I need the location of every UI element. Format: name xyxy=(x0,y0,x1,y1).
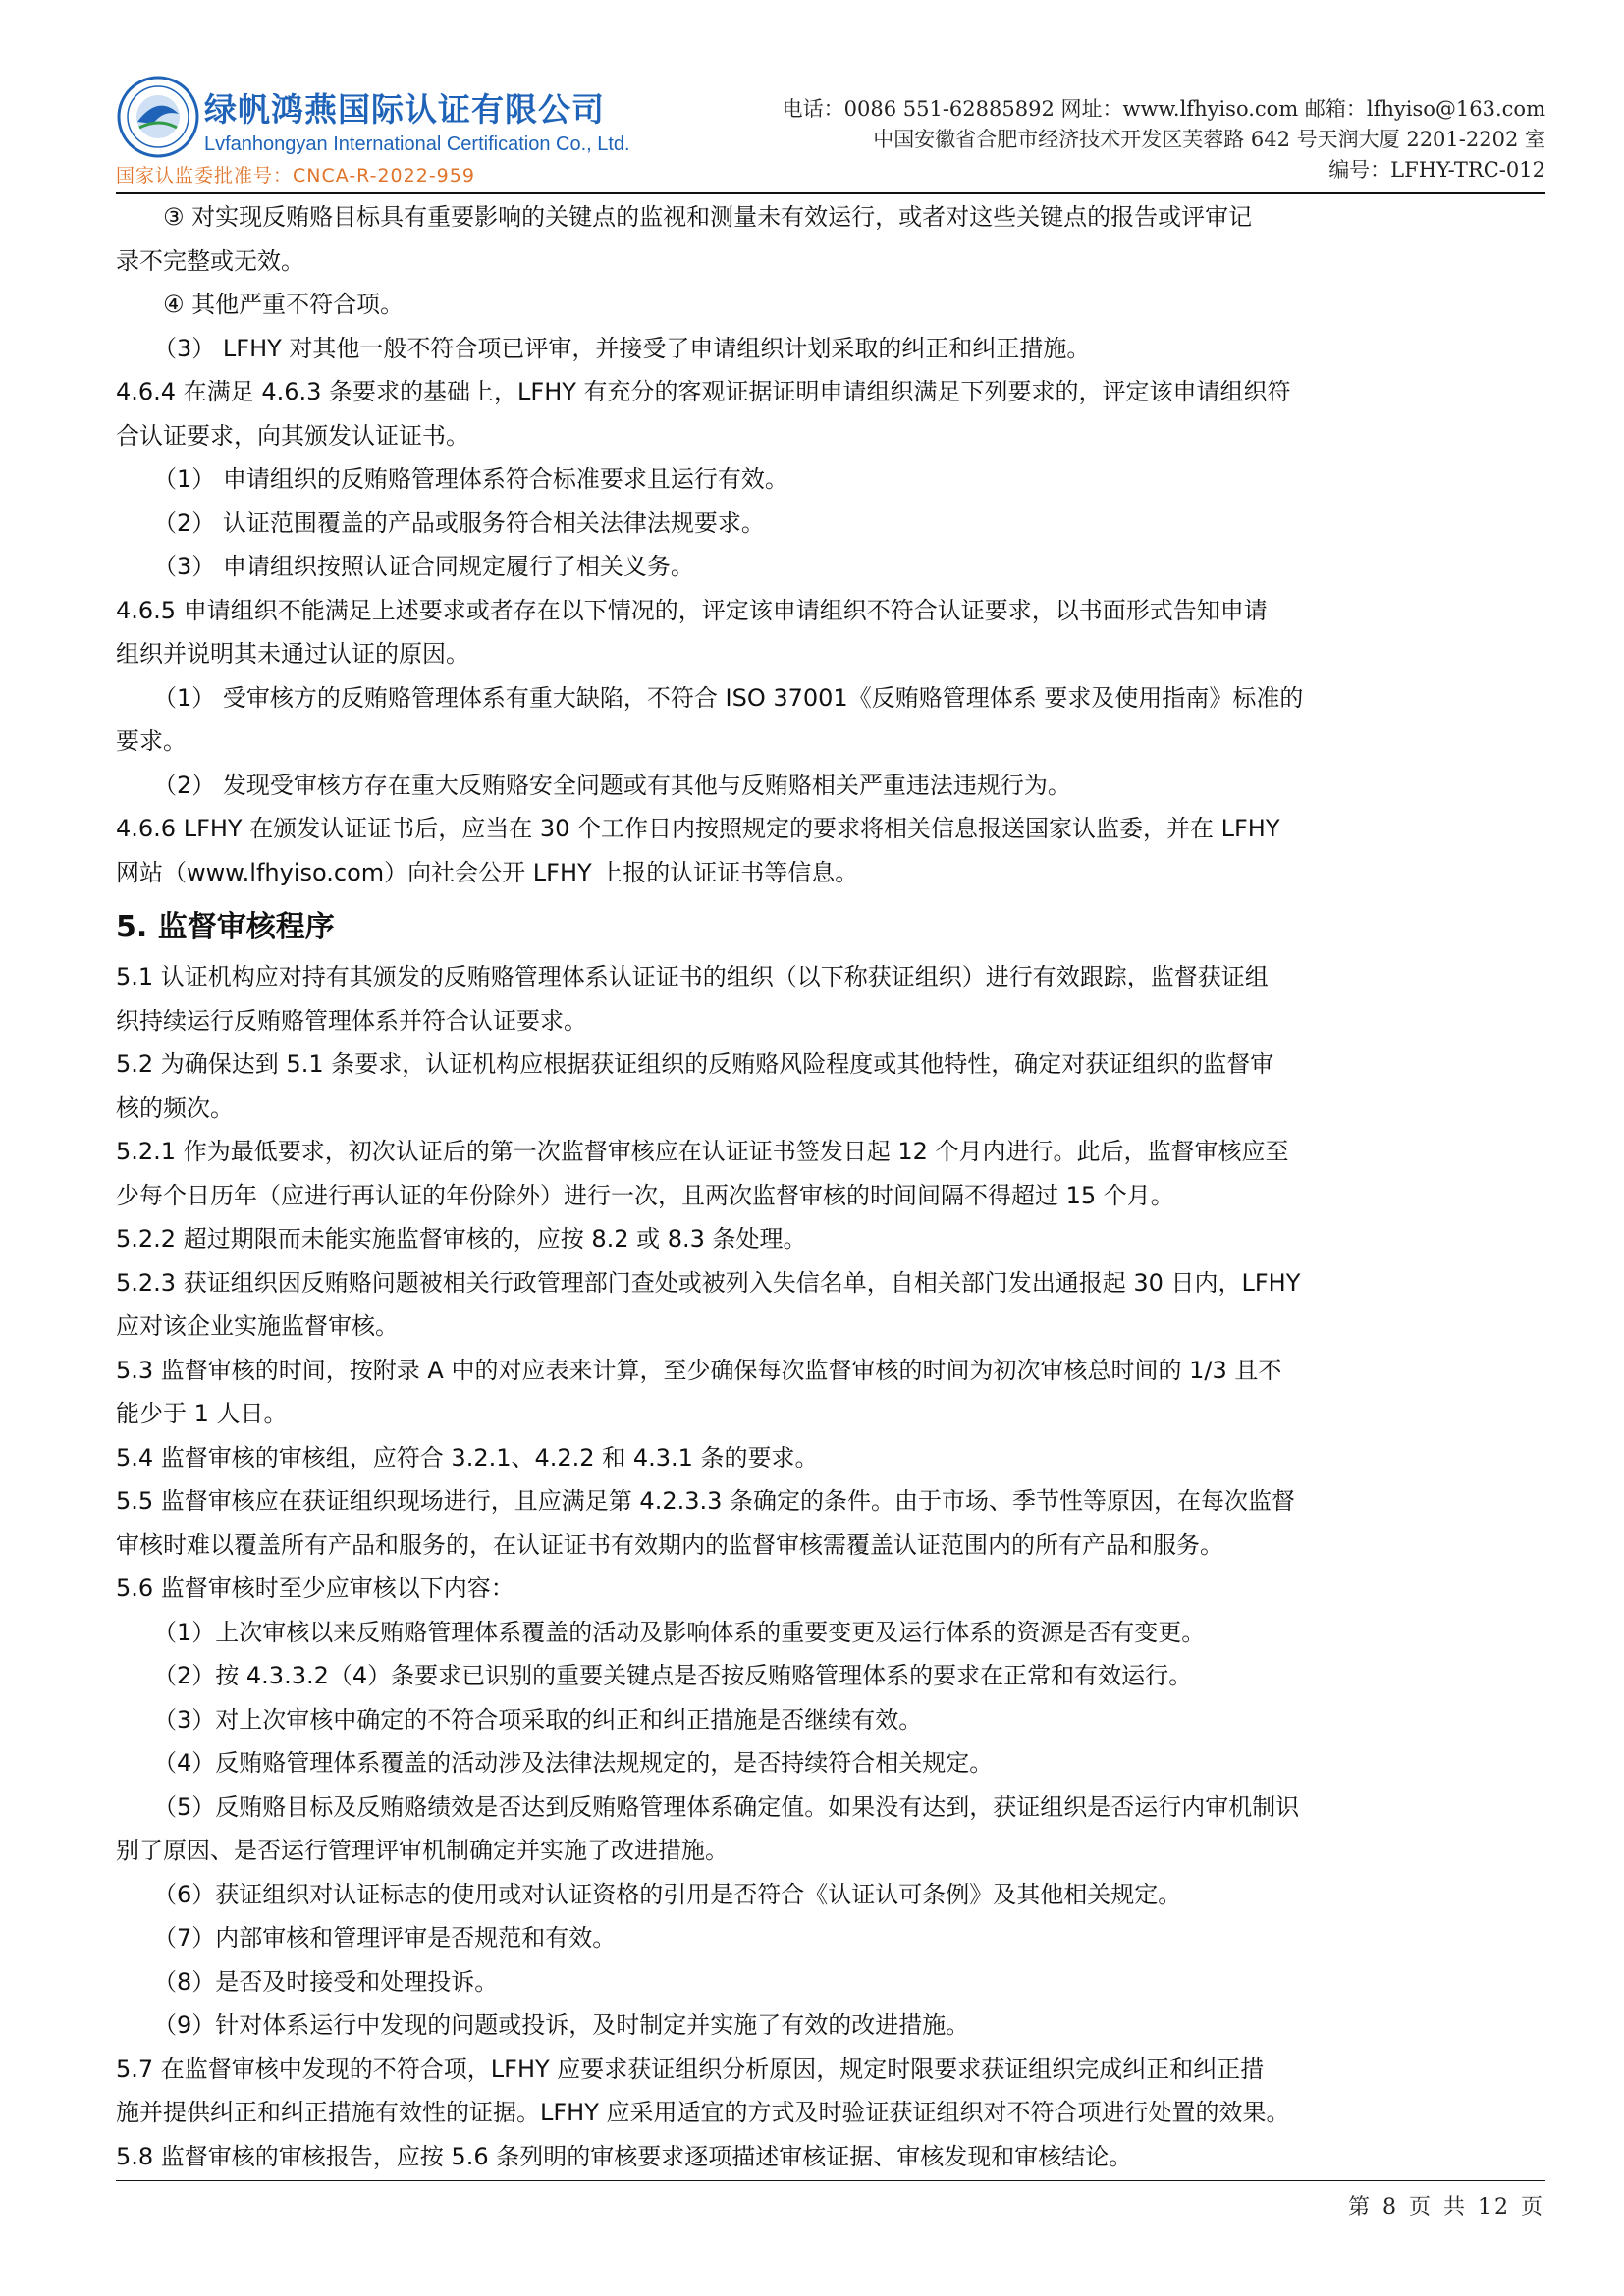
paragraph-line: 5.2.2 超过期限而未能实施监督审核的，应按 8.2 或 8.3 条处理。 xyxy=(116,1225,807,1253)
footer-divider xyxy=(116,2180,1545,2181)
paragraph-line: 4.6.5 申请组织不能满足上述要求或者存在以下情况的，评定该申请组织不符合认证要求，以书面形式告知申请 xyxy=(116,596,1268,624)
paragraph-line: 5.2.1 作为最低要求，初次认证后的第一次监督审核应在认证证书签发日起 12 个月内进行。此后，监督审核应至 xyxy=(116,1138,1289,1165)
paragraph-line: 5.3 监督审核的时间，按附录 A 中的对应表来计算，至少确保每次监督审核的时间为初次审核总时间的 1/3 且不 xyxy=(116,1356,1282,1384)
paragraph-line: （3） 申请组织按照认证合同规定履行了相关义务。 xyxy=(153,553,694,580)
paragraph-line: 5.1 认证机构应对持有其颁发的反贿赂管理体系认证证书的组织（以下称获证组织）进行有效跟踪，监督获证组 xyxy=(116,963,1269,990)
paragraph-line: （3） LFHY 对其他一般不符合项已评审，并接受了申请组织计划采取的纠正和纠正措施。 xyxy=(153,334,1091,362)
paragraph-line: （3）对上次审核中确定的不符合项采取的纠正和纠正措施是否继续有效。 xyxy=(153,1705,923,1734)
paragraph-line: 组织并说明其未通过认证的原因。 xyxy=(116,640,469,667)
approval-number: 国家认监委批准号：CNCA-R-2022-959 xyxy=(116,165,475,187)
paragraph-line: 4.6.4 在满足 4.6.3 条要求的基础上，LFHY 有充分的客观证据证明申请组织满足下列要求的，评定该申请组织符 xyxy=(116,378,1291,405)
paragraph-line: （1） 受审核方的反贿赂管理体系有重大缺陷，不符合 ISO 37001《反贿赂管理体系 要求及使用指南》标准的 xyxy=(153,683,1304,712)
paragraph-line: 5.4 监督审核的审核组，应符合 3.2.1、4.2.2 和 4.3.1 条的要求。 xyxy=(116,1443,819,1471)
contact-line-address: 中国安徽省合肥市经济技术开发区芙蓉路 642 号天润大厦 2201-2202 室 xyxy=(873,128,1545,151)
paragraph-line: 合认证要求，向其颁发认证证书。 xyxy=(116,421,469,450)
paragraph-line: （5）反贿赂目标及反贿赂绩效是否达到反贿赂管理体系确定值。如果没有达到，获证组织是否运行内审机制识 xyxy=(153,1792,1300,1821)
paragraph-line: 少每个日历年（应进行再认证的年份除外）进行一次，且两次监督审核的时间间隔不得超过 15 个月。 xyxy=(116,1181,1174,1209)
paragraph-line: （8）是否及时接受和处理投诉。 xyxy=(153,1967,499,1996)
document-body xyxy=(116,195,1545,2178)
paragraph-line: （6）获证组织对认证标志的使用或对认证资格的引用是否符合《认证认可条例》及其他相关规定。 xyxy=(153,1880,1182,1908)
paragraph-line: 5.2.3 获证组织因反贿赂问题被相关行政管理部门查处或被列入失信名单，自相关部门发出通报起 30 日内，LFHY xyxy=(116,1268,1301,1297)
paragraph-line: 审核时难以覆盖所有产品和服务的，在认证证书有效期内的监督审核需覆盖认证范围内的所有产品和服务。 xyxy=(116,1530,1223,1559)
paragraph-line: 5.2 为确保达到 5.1 条要求，认证机构应根据获证组织的反贿赂风险程度或其他特性，确定对获证组织的监督审 xyxy=(116,1050,1274,1078)
paragraph-line: 4.6.6 LFHY 在颁发认证证书后，应当在 30 个工作日内按照规定的要求将相关信息报送国家认监委，并在 LFHY xyxy=(116,815,1280,842)
page-number: 第 8 页 共 12 页 xyxy=(1348,2195,1545,2219)
paragraph-line: （2）按 4.3.3.2（4）条要求已识别的重要关键点是否按反贿赂管理体系的要求在正常和有效运行。 xyxy=(153,1662,1193,1689)
paragraph-line: 别了原因、是否运行管理评审机制确定并实施了改进措施。 xyxy=(116,1837,729,1864)
paragraph-line: （4）反贿赂管理体系覆盖的活动涉及法律法规规定的，是否持续符合相关规定。 xyxy=(153,1749,994,1777)
company-logo-icon xyxy=(116,75,200,159)
paragraph-line: 录不完整或无效。 xyxy=(116,246,304,275)
paragraph-line: 施并提供纠正和纠正措施有效性的证据。LFHY 应采用适宜的方式及时验证获证组织对不符合项进行处置的效果。 xyxy=(116,2099,1290,2126)
paragraph-line: 织持续运行反贿赂管理体系并符合认证要求。 xyxy=(116,1006,587,1035)
document-code: 编号：LFHY-TRC-012 xyxy=(1328,158,1545,182)
header-divider xyxy=(116,192,1545,194)
page-header xyxy=(116,65,1545,187)
section-heading: 5. 监督审核程序 xyxy=(116,910,335,944)
paragraph-line: （2） 认证范围覆盖的产品或服务符合相关法律法规要求。 xyxy=(153,508,765,537)
paragraph-line: 5.6 监督审核时至少应审核以下内容： xyxy=(116,1575,514,1602)
paragraph-line: （1） 申请组织的反贿赂管理体系符合标准要求且运行有效。 xyxy=(153,465,788,493)
contact-info xyxy=(783,94,1545,186)
paragraph-line: 网站（www.lfhyiso.com）向社会公开 LFHY 上报的认证证书等信息。 xyxy=(116,858,859,886)
paragraph-line: （1）上次审核以来反贿赂管理体系覆盖的活动及影响体系的重要变更及运行体系的资源是否有变更。 xyxy=(153,1618,1206,1646)
paragraph-line: 要求。 xyxy=(116,727,187,755)
paragraph-line: （2） 发现受审核方存在重大反贿赂安全问题或有其他与反贿赂相关严重违法违规行为。 xyxy=(153,771,1071,799)
paragraph-line: 能少于 1 人日。 xyxy=(116,1400,288,1427)
contact-line-phone-web-email: 电话：0086 551-62885892 网址：www.lfhyiso.com 邮箱：lfhyiso@163.com xyxy=(782,97,1545,121)
company-name-en: Lvfanhongyan International Certification Co., Ltd. xyxy=(204,133,630,155)
paragraph-line: 5.8 监督审核的审核报告，应按 5.6 条列明的审核要求逐项描述审核证据、审核发现和审核结论。 xyxy=(116,2142,1133,2170)
paragraph-line: 核的频次。 xyxy=(116,1094,234,1122)
paragraph-line: 5.5 监督审核应在获证组织现场进行，且应满足第 4.2.3.3 条确定的条件。由于市场、季节性等原因，在每次监督 xyxy=(116,1487,1296,1515)
company-name-cn: 绿帆鸿燕国际认证有限公司 xyxy=(204,90,605,129)
paragraph-line: 应对该企业实施监督审核。 xyxy=(116,1312,399,1340)
paragraph-line: ④ 其他严重不符合项。 xyxy=(163,291,405,318)
paragraph-line: ③ 对实现反贿赂目标具有重要影响的关键点的监视和测量未有效运行，或者对这些关键点的报告或评审记 xyxy=(163,203,1253,231)
paragraph-line: （9）针对体系运行中发现的问题或投诉，及时制定并实施了有效的改进措施。 xyxy=(153,2011,970,2039)
paragraph-line: （7）内部审核和管理评审是否规范和有效。 xyxy=(153,1924,617,1951)
paragraph-line: 5.7 在监督审核中发现的不符合项，LFHY 应要求获证组织分析原因，规定时限要求获证组织完成纠正和纠正措 xyxy=(116,2055,1265,2083)
